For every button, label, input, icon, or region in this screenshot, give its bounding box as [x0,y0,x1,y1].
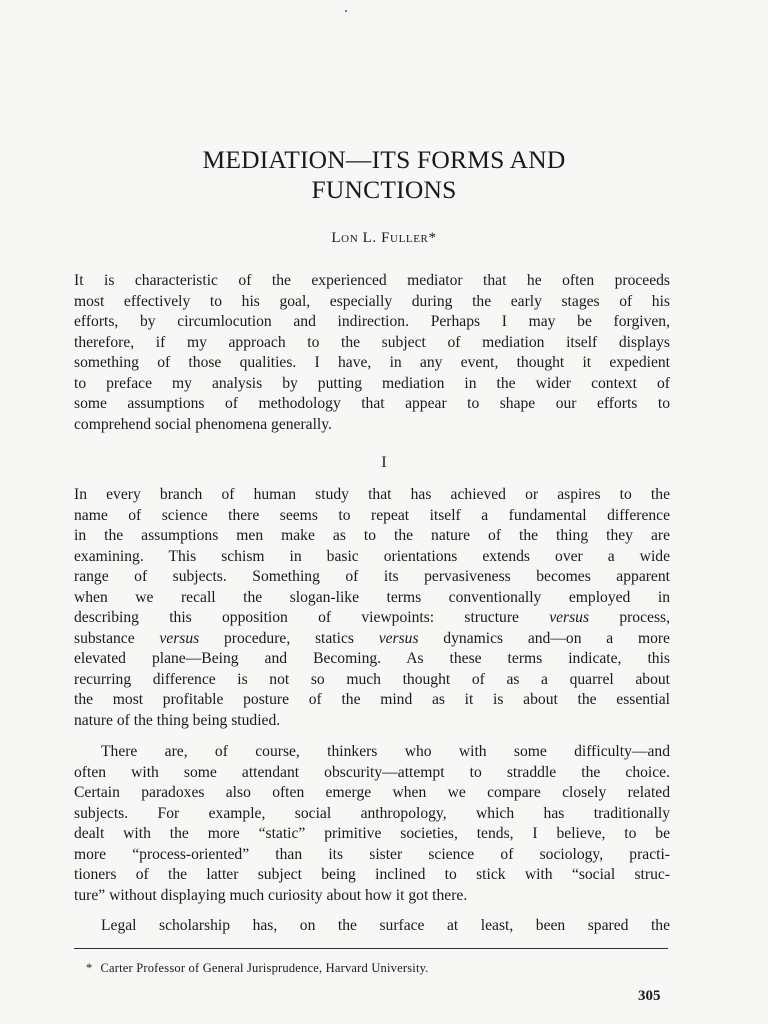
text-line: when we recall the slogan-like terms conventionally employed in [74,588,670,606]
article-title [0,145,768,205]
text-line: comprehend social phenomena generally. [74,415,332,433]
text-line: elevated plane—Being and Becoming. As these terms indicate, this [74,650,670,667]
text-line: Certain paradoxes also often emerge when we compare closely related [74,784,670,801]
text-line: some assumptions of methodology that appear to shape our efforts to [74,395,670,412]
paragraph-1 [74,485,670,731]
section-heading: I [381,454,387,471]
text-line: ture” without displaying much curiosity about how it got there. [74,886,468,904]
text-line: range of subjects. Something of its pervasiveness becomes apparent [74,568,670,585]
text-line: nature of the thing being studied. [74,711,281,729]
text-line: to preface my analysis by putting mediation in the wider context of [74,374,670,392]
intro-text [74,271,670,435]
paragraph-3 [74,916,670,937]
title-line-1: MEDIATION—ITS FORMS AND [202,145,566,174]
text-line: substance versus procedure, statics versus dynamics and—on a more [74,629,670,647]
paragraph-2-text [74,742,670,906]
text-line: In every branch of human study that has achieved or aspires to the [74,486,670,503]
text-line: recurring difference is not so much thought of as a quarrel about [74,670,670,688]
paragraph-3-text [74,916,670,937]
author-byline: Lon L. Fuller* [331,230,437,246]
scan-speck [345,10,347,12]
text-line: therefore, if my approach to the subject of mediation itself displays [74,333,670,351]
text-line: dealt with the more “static” primitive societies, tends, I believe, to be [74,825,670,842]
text-line: There are, of course, thinkers who with some difficulty—and [101,743,670,760]
text-line: Legal scholarship has, on the surface at least, been spared the [101,917,670,934]
text-line: efforts, by circumlocution and indirection. Perhaps I may be forgiven, [74,313,670,330]
intro-paragraph [74,271,670,435]
footnote-text: Carter Professor of General Jurisprudence, Harvard University. [100,961,429,975]
text-line: often with some attendant obscurity—attempt to straddle the choice. [74,763,670,781]
paragraph-1-text [74,485,670,731]
text-line: more “process-oriented” than its sister science of sociology, practi- [74,845,670,863]
text-line: something of those qualities. I have, in any event, thought it expedient [74,354,670,371]
footnote [86,961,429,976]
text-line: subjects. For example, social anthropology, which has traditionally [74,804,670,822]
text-line: It is characteristic of the experienced mediator that he often proceeds [74,272,670,289]
footnote-divider [74,948,668,949]
text-line: examining. This schism in basic orientations extends over a wide [74,547,670,565]
paragraph-2 [74,742,670,906]
text-line: most effectively to his goal, especially during the early stages of his [74,292,670,310]
text-line: name of science there seems to repeat itself a fundamental difference [74,506,670,524]
text-line: the most profitable posture of the mind as it is about the essential [74,691,670,708]
text-line: describing this opposition of viewpoints: structure versus process, [74,609,670,626]
footnote-mark: * [86,961,93,975]
text-line: in the assumptions men make as to the nature of the thing they are [74,527,670,544]
page-number: 305 [638,988,661,1004]
text-line: tioners of the latter subject being inclined to stick with “social struc- [74,866,670,883]
title-line-2: FUNCTIONS [311,175,457,204]
